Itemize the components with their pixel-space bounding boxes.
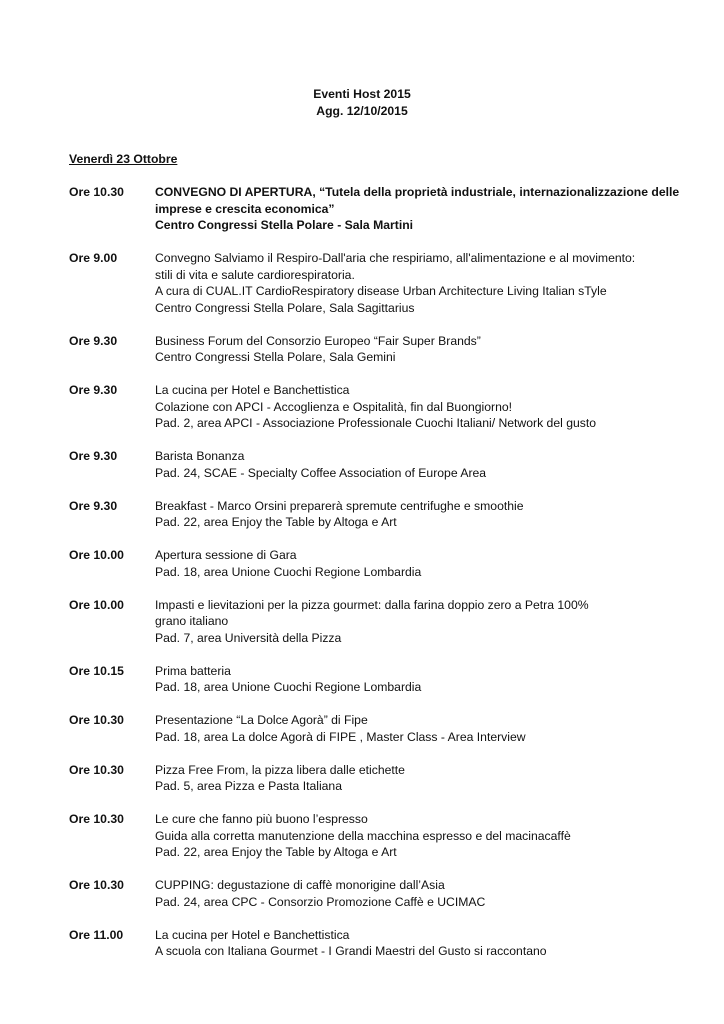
event-time: Ore 10.30 — [69, 713, 124, 727]
event-time: Ore 9.30 — [69, 383, 118, 397]
event-item — [69, 547, 659, 580]
event-line: La cucina per Hotel e Banchettistica — [155, 927, 350, 942]
event-time: Ore 9.00 — [69, 251, 118, 265]
event-details — [155, 597, 659, 647]
event-line: Convegno Salviamo il Respiro-Dall'aria che respiriamo, all'alimentazione e al movimento: — [155, 251, 636, 265]
event-line: CONVEGNO DI APERTURA, “Tutela della proprietà industriale, internazionalizzazione delle — [155, 185, 680, 199]
event-item — [69, 597, 659, 647]
event-details — [155, 250, 659, 316]
event-line: Colazione con APCI - Accoglienza e Ospitalità, fin dal Buongiorno! — [155, 399, 513, 414]
event-details — [155, 927, 659, 960]
event-list — [69, 184, 680, 976]
event-item — [69, 877, 659, 910]
event-details — [155, 712, 659, 745]
event-line: Pad. 5, area Pizza e Pasta Italiana — [155, 779, 342, 793]
event-line: Breakfast - Marco Orsini preparerà spremute centrifughe e smoothie — [155, 498, 524, 513]
event-line: Business Forum del Consorzio Europeo “Fair Super Brands” — [155, 333, 481, 348]
event-line: Guida alla corretta manutenzione della macchina espresso e del macinacaffè — [155, 828, 571, 843]
event-line: Pad. 22, area Enjoy the Table by Altoga e Art — [155, 515, 397, 529]
event-item — [69, 333, 659, 366]
event-item — [69, 498, 659, 531]
event-line: Pad. 2, area APCI - Associazione Professionale Cuochi Italiani/ Network del gusto — [155, 416, 597, 430]
event-time: Ore 10.00 — [69, 548, 124, 562]
event-time: Ore 9.30 — [69, 498, 118, 513]
event-details — [155, 877, 659, 910]
event-item — [69, 762, 659, 795]
event-line: stili di vita e salute cardiorespiratoria. — [155, 267, 355, 282]
event-line: Centro Congressi Stella Polare, Sala Sagittarius — [155, 300, 415, 315]
event-item — [69, 448, 659, 481]
document-title: Eventi Host 2015 — [313, 87, 411, 101]
event-time: Ore 10.00 — [69, 597, 124, 612]
event-line: Barista Bonanza — [155, 449, 245, 463]
event-line: Pad. 18, area La dolce Agorà di FIPE , Master Class - Area Interview — [155, 729, 526, 744]
event-time: Ore 10.30 — [69, 185, 124, 199]
event-time: Ore 10.30 — [69, 762, 124, 777]
event-details — [155, 448, 659, 481]
event-details — [155, 811, 659, 861]
event-line: Apertura sessione di Gara — [155, 548, 297, 562]
event-line: Prima batteria — [155, 663, 231, 678]
event-line: Pad. 24, SCAE - Specialty Coffee Association of Europe Area — [155, 465, 487, 480]
event-line: A cura di CUAL.IT CardioRespiratory disease Urban Architecture Living Italian sTyle — [155, 284, 607, 298]
event-line: Impasti e lievitazioni per la pizza gourmet: dalla farina doppio zero a Petra 100% — [155, 597, 589, 612]
document-header — [0, 86, 724, 119]
event-line: Pad. 7, area Università della Pizza — [155, 630, 342, 645]
event-item — [69, 382, 659, 432]
event-details — [155, 333, 659, 366]
event-item — [69, 184, 680, 234]
event-line: Pizza Free From, la pizza libera dalle etichette — [155, 762, 405, 777]
event-item — [69, 927, 659, 960]
event-line: La cucina per Hotel e Banchettistica — [155, 383, 350, 397]
event-line: Le cure che fanno più buono l’espresso — [155, 812, 368, 826]
event-details — [155, 547, 659, 580]
event-details — [155, 663, 659, 696]
event-details — [155, 762, 659, 795]
event-time: Ore 10.30 — [69, 812, 124, 826]
event-line: imprese e crescita economica” — [155, 201, 335, 216]
event-line: CUPPING: degustazione di caffè monorigine dall’Asia — [155, 878, 445, 892]
event-line: grano italiano — [155, 614, 229, 628]
event-time: Ore 11.00 — [69, 927, 124, 942]
event-details — [155, 498, 659, 531]
event-item — [69, 663, 659, 696]
day-heading: Venerdì 23 Ottobre — [69, 152, 178, 166]
event-line: Pad. 18, area Unione Cuochi Regione Lombardia — [155, 680, 422, 694]
event-item — [69, 811, 659, 861]
event-details — [155, 382, 659, 432]
event-item — [69, 712, 659, 745]
update-date: Agg. 12/10/2015 — [316, 103, 408, 118]
event-line: Centro Congressi Stella Polare - Sala Martini — [155, 218, 414, 232]
event-details — [155, 184, 680, 234]
event-line: Pad. 22, area Enjoy the Table by Altoga e Art — [155, 845, 397, 859]
event-time: Ore 10.15 — [69, 663, 124, 678]
event-time: Ore 9.30 — [69, 449, 118, 463]
event-time: Ore 10.30 — [69, 878, 124, 892]
event-line: Presentazione “La Dolce Agorà” di Fipe — [155, 713, 368, 727]
event-line: Centro Congressi Stella Polare, Sala Gemini — [155, 350, 396, 364]
event-line: Pad. 18, area Unione Cuochi Regione Lombardia — [155, 564, 422, 579]
event-line: Pad. 24, area CPC - Consorzio Promozione Caffè e UCIMAC — [155, 894, 486, 909]
event-item — [69, 250, 659, 316]
event-time: Ore 9.30 — [69, 333, 118, 348]
event-line: A scuola con Italiana Gourmet - I Grandi Maestri del Gusto si raccontano — [155, 944, 547, 958]
